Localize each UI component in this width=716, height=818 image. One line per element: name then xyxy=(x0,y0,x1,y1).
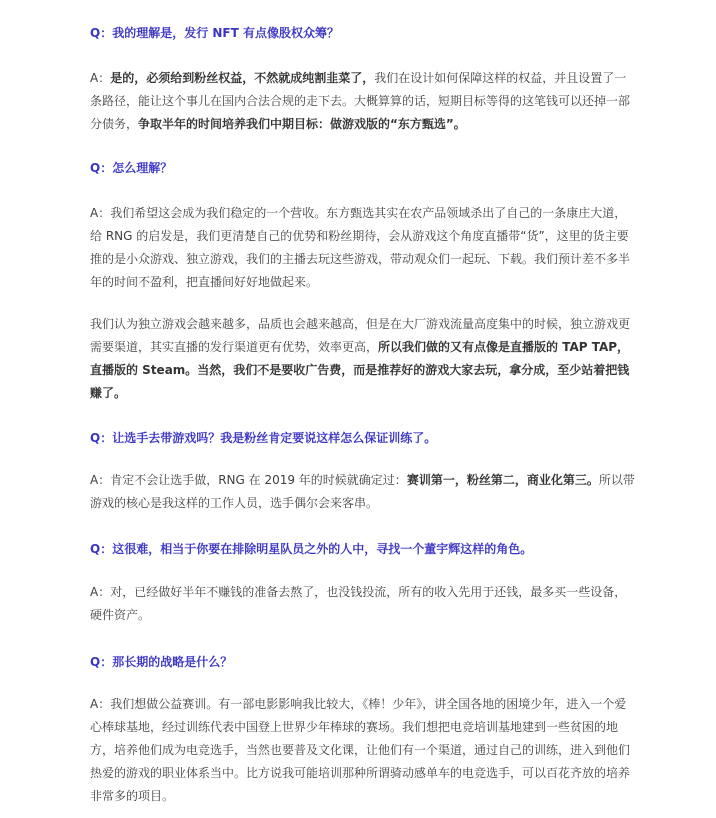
question-6: Q：那长期的战略是什么？ xyxy=(90,655,233,669)
answer-1-part-1: A： xyxy=(90,71,111,85)
answer-4-part-1: A：肯定不会让选手做，RNG 在 2019 年的时候就确定过： xyxy=(90,473,407,487)
answer-1 xyxy=(90,67,638,136)
paragraph-3-part-1: 我们认为独立游戏会越来越多，品质也会越来越高，但是在大厂游戏流量高度集中的时候，独立游戏更需要渠道，其实直播的发行渠道更有优势，效率更高， xyxy=(90,317,631,354)
question-5: Q：这很难，相当于你要在排除明星队员之外的人中，寻找一个董宇辉这样的角色。 xyxy=(90,542,533,556)
answer-2-part-1: A：我们希望这会成为我们稳定的一个营收。东方甄选其实在农产品领域杀出了自己的一条康庄大道，给 RNG 的启发是，我们更清楚自己的优势和粉丝期待，会从游戏这个角度直播带“货”，这里的货主要推的是小众游戏、独立游戏，我们的主播去玩这些游戏，带动观众们一起玩、下载。我们预计差不多半年的时间不盈利，把直播间好好地做起来。 xyxy=(90,206,631,289)
answer-4-part-2: 赛训第一，粉丝第二，商业化第三。 xyxy=(406,473,599,487)
answer-5-part-1: A：对，已经做好半年不赚钱的准备去熬了，也没钱投流，所有的收入先用于还钱，最多买一些设备，硬件资产。 xyxy=(90,585,627,622)
paragraph-3 xyxy=(90,313,638,405)
answer-1-part-3: 我们在设计如何保障这样的权益，并且设置了一条路径，能让这个事儿在国内合法合规的走下去。大概算算的话，短期目标等得的这笔钱可以还掉一部分债务， xyxy=(90,71,631,131)
answer-6 xyxy=(90,693,638,808)
answer-4 xyxy=(90,469,638,515)
answer-5 xyxy=(90,581,638,627)
question-2: Q：怎么理解？ xyxy=(90,161,173,175)
paragraph-3-part-2: 所以我们做的又有点像是直播版的 TAP TAP，直播版的 Steam。当然，我们不是要收广告费，而是推荐好的游戏大家去玩，拿分成，至少站着把钱赚了。 xyxy=(90,340,630,400)
answer-6-part-1: A：我们想做公益赛训。有一部电影影响我比较大，《棒！少年》，讲全国各地的困境少年，进入一个爱心棒球基地，经过训练代表中国登上世界少年棒球的赛场。我们想把电竞培训基地建到一些贫困的地方，培养他们成为电竞选手，当然也要普及文化课，让他们有一个渠道，通过自己的训练，进入到他们热爱的游戏的职业体系当中。比方说我可能培训那种所谓骑动感单车的电竞选手，可以百花齐放的培养非常多的项目。 xyxy=(90,697,631,803)
question-4: Q：让选手去带游戏吗？我是粉丝肯定要说这样怎么保证训练了。 xyxy=(90,431,437,445)
answer-1-part-2: 是的，必须给到粉丝权益，不然就成纯割韭菜了， xyxy=(110,71,375,85)
answer-2 xyxy=(90,202,638,294)
answer-4-part-3: 所以带游戏的核心是我这样的工作人员，选手偶尔会来客串。 xyxy=(90,473,635,510)
question-1: Q：我的理解是，发行 NFT 有点像股权众筹？ xyxy=(90,26,339,40)
answer-1-part-4: 争取半年的时间培养我们中期目标：做游戏版的“东方甄选”。 xyxy=(138,117,466,131)
